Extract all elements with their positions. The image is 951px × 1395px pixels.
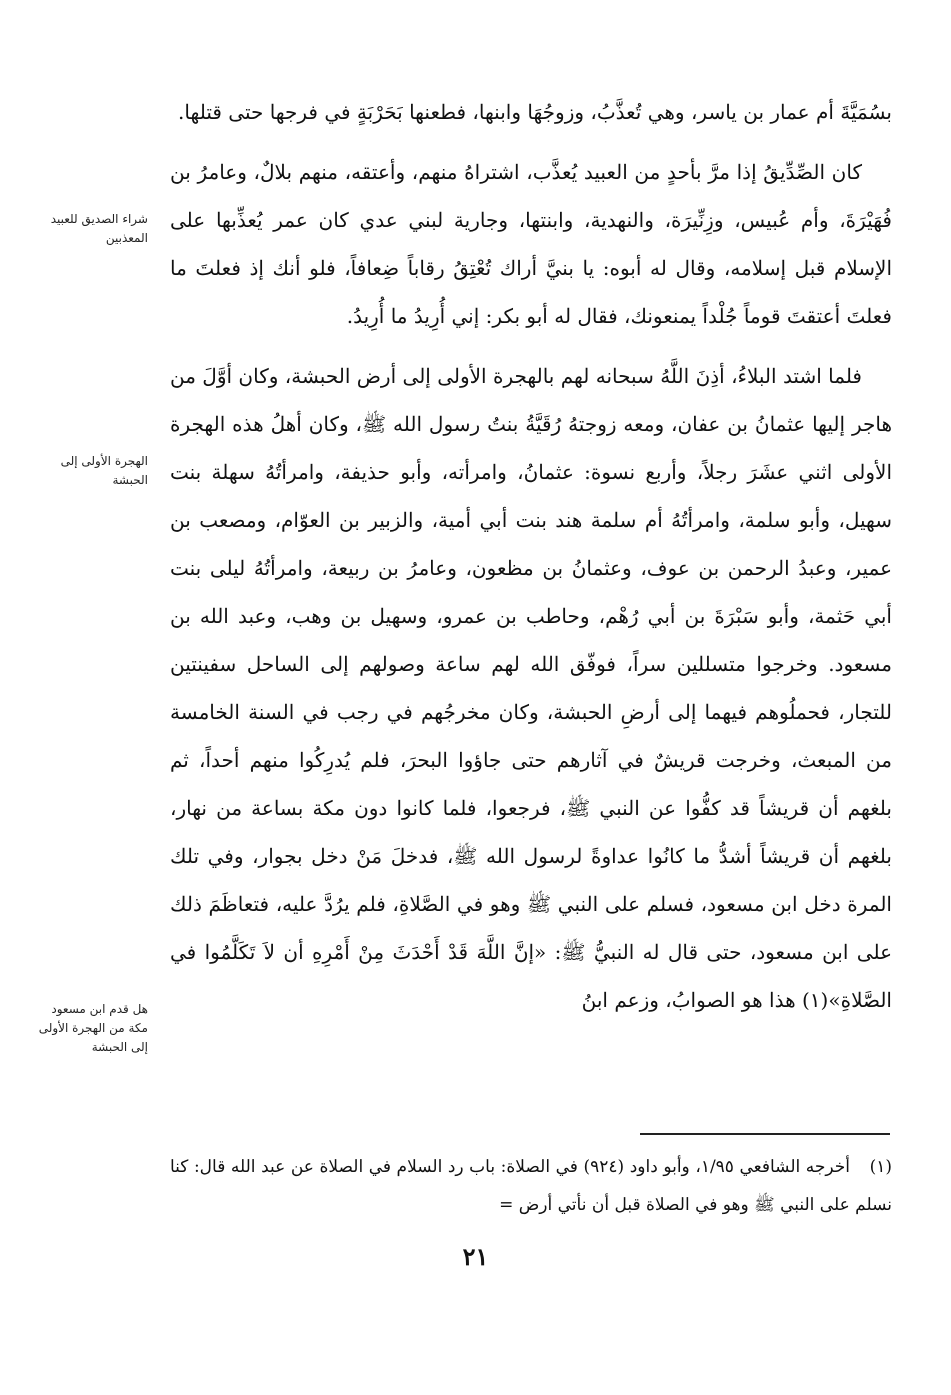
paragraph-first-hijra: فلما اشتد البلاءُ، أذِنَ اللَّهُ سبحانه لهم بالهجرة الأولى إلى أرض الحبشة، وكان أوَّلَ من هاجر إليها عثمانُ بن عفان، ومعه زوجتهُ رُقَيَّةُ بنتُ رسول الله ﷺ، وكان أهلُ هذه الهجرة الأولى اثني عشَرَ رجلاً، وأربع نسوة: عثمانُ، وامرأته، وأبو حذيفة، وامرأتُهُ سهلة بنت سهيل، وأبو سلمة، وامرأتُهُ أم سلمة هند بنت أبي أمية، والزبير بن العوّام، ومصعب بن عمير، وعبدُ الرحمن بن عوف، وعثمانُ بن مظعون، وعامرُ بن ربيعة، وامرأتُهُ ليلى بنت أبي حَثمة، وأبو سَبْرَةَ بن أبي رُهْم، وحاطب بن عمرو، وسهيل بن وهب، وعبد الله بن مسعود. وخرجوا متسللين سراً، فوفّق الله لهم ساعة وصولهم إلى الساحل سفينتين للتجار، فحملُوهم فيهما إلى أرضِ الحبشة، وكان مخرجُهم في رجب في السنة الخامسة من المبعث، وخرجت قريشٌ في آثارهم حتى جاؤوا البحرَ، فلم يُدرِكُوا منهم أحداً، ثم بلغهم أن قريشاً قد كفُّوا عن النبي ﷺ، فرجعوا، فلما كانوا دون مكة بساعة من نهار، بلغهم أن قريشاً أشدُّ ما كانُوا عداوةً لرسول الله ﷺ، فدخلَ مَنْ دخل بجوار، وفي تلك المرة دخل ابن مسعود، فسلم على النبي ﷺ وهو في الصَّلاةِ، فلم يرُدَّ عليه، فتعاظَمَ ذلك على ابن مسعود، حتى قال له النبيُّ ﷺ: «إنَّ اللَّهَ قَدْ أَحْدَثَ مِنْ أَمْرِهِ أن لاَ تَكَلَّمُوا في الصَّلاةِ»(١) هذا هو الصوابُ، وزعم ابنُ [170, 364, 892, 1012]
margin-note-ibn-masud: هل قدم ابن مسعود مكة من الهجرة الأولى إلى الحبشة [38, 1002, 148, 1054]
footnote-number: (١) [869, 1157, 893, 1177]
footnote-divider [640, 1133, 890, 1135]
footnote [170, 1148, 892, 1224]
margin-note-siddiq: شراء الصديق للعبيد المعذبين [50, 212, 148, 245]
margin-note-first-hijra: الهجرة الأولى إلى الحبشة [60, 454, 148, 487]
paragraph-siddiq-freeing-slaves: كان الصِّدِّيقُ إذا مرَّ بأحدٍ من العبيد يُعذَّب، اشتراهُ منهم، وأعتقه، منهم بلالٌ، وعامرُ بن فُهَيْرَةَ، وأم عُبيس، وزِنِّيرَة، والنهدية، وابنتها، وجارية لبني عدي كان عمر يُعذِّبها على الإسلام قبل إسلامه، وقال له أبوه: يا بنيَّ أراك تُعْتِقُ رقاباً ضِعافاً، فلو أنك إذ فعلتَ ما فعلتَ أعتقتَ قوماً جُلْداً يمنعونك، فقال له أبو بكر: إني أُرِيدُ ما أُرِيدُ. [170, 160, 892, 328]
page-number: ٢١ [462, 1242, 489, 1271]
main-text [170, 88, 892, 1024]
footnotes [170, 1148, 892, 1224]
paragraph-continuation: بسُمَيَّةَ أم عمار بن ياسر، وهي تُعذَّبُ، وزوجُهَا وابنها، فطعنها بَحَرْبَةٍ في فرجها حتى قتلها. [178, 100, 892, 124]
footnote-text: أخرجه الشافعي ١/٩٥، وأبو داود (٩٢٤) في الصلاة: باب رد السلام في الصلاة عن عبد الله قال: كنا نسلم على النبي ﷺ وهو في الصلاة قبل أن نأتي أرض = [170, 1157, 892, 1215]
